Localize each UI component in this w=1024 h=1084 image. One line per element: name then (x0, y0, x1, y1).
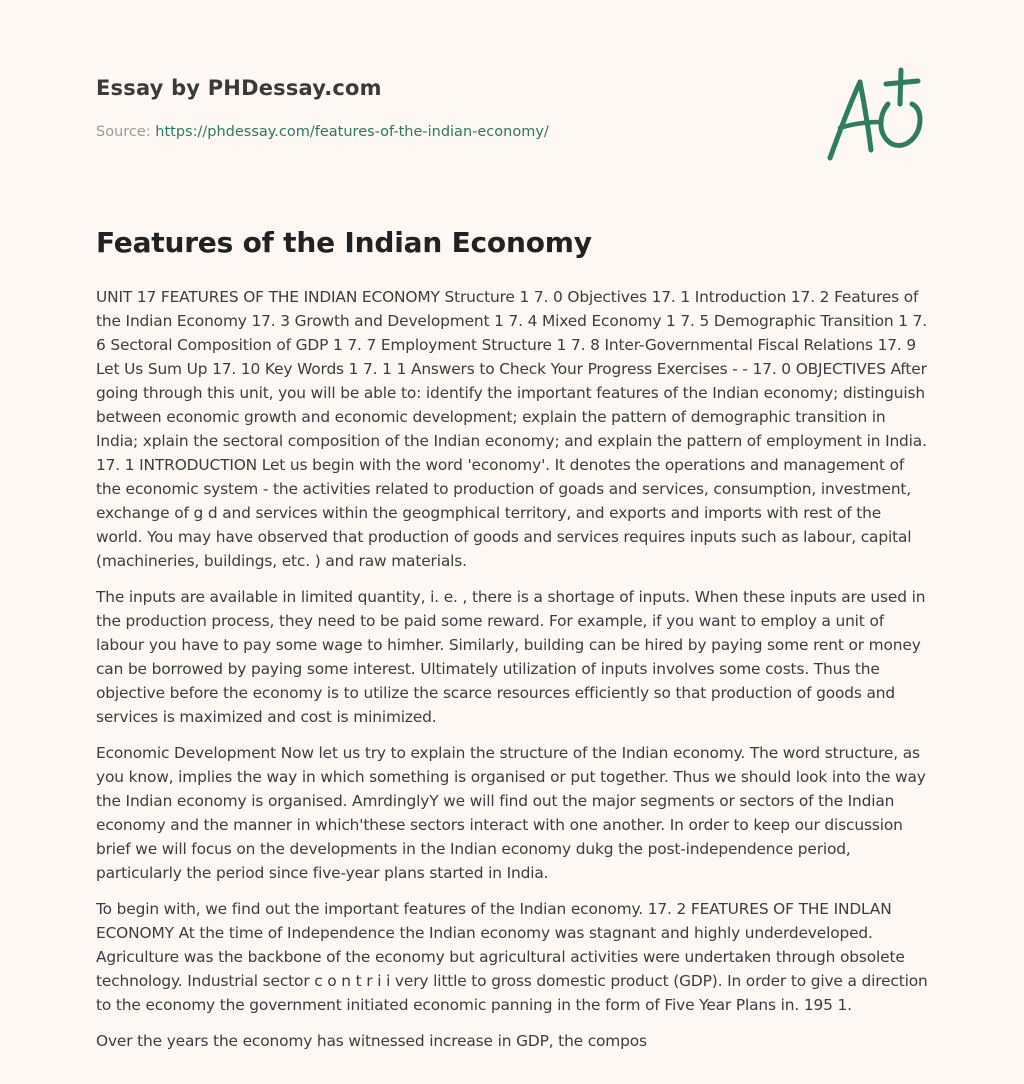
document-title: Features of the Indian Economy (96, 226, 592, 259)
a-plus-logo-icon (824, 64, 928, 168)
paragraph: UNIT 17 FEATURES OF THE INDIAN ECONOMY Structure 1 7. 0 Objectives 17. 1 Introduction 17. 2 Features of the Indian Economy 17. 3 Growth and Development 1 7. 4 Mixed Economy 1 7. 5 Demographic Transition 1 7. 6 Sectoral Composition of GDP 1 7. 7 Employment Structure 1 7. 8 Inter-Governmental Fiscal Relations 17. 9 Let Us Sum Up 17. 10 Key Words 1 7. 1 1 Answers to Check Your Progress Exercises - - 17. 0 OBJECTIVES After going through this unit, you will be able to: identify the important features of the Indian economy; distinguish between economic growth and economic development; explain the pattern of demographic transition in India; xplain the sectoral composition of the Indian economy; and explain the pattern of employment in India. 17. 1 INTRODUCTION Let us begin with the word 'economy'. It denotes the operations and management of the economic system - the activities related to production of goads and services, consumption, investment, exchange of g d and services within the geogmphical territory, and exports and imports with rest of the world. You may have observed that production of goods and services requires inputs such as labour, capital (machineries, buildings, etc. ) and raw materials. (96, 288, 927, 570)
source-label: Source: (96, 124, 156, 140)
paragraph: Over the years the economy has witnessed increase in GDP, the compos (96, 1032, 647, 1050)
essay-body (96, 285, 932, 1065)
site-title: Essay by PHDessay.com (96, 76, 382, 100)
paragraph: To begin with, we find out the important features of the Indian economy. 17. 2 FEATURES OF THE INDLAN ECONOMY At the time of Independence the Indian economy was stagnant and highly underdeveloped. Agriculture was the backbone of the economy but agricultural activities were undertaken through obsolete technology. Industrial sector c o n t r i i very little to gross domestic product (GDP). In order to give a direction to the economy the government initiated economic panning in the form of Five Year Plans in. 195 1. (96, 900, 928, 1014)
source-line (96, 124, 549, 140)
header (96, 0, 928, 180)
paragraph: The inputs are available in limited quantity, i. e. , there is a shortage of inputs. When these inputs are used in the production process, they need to be paid some reward. For example, if you want to employ a unit of labour you have to pay some wage to himher. Similarly, building can be hired by paying some rent or money can be borrowed by paying some interest. Ultimately utilization of inputs involves some costs. Thus the objective before the economy is to utilize the scarce resources efficiently so that production of goods and services is maximized and cost is minimized. (96, 588, 926, 726)
paragraph: Economic Development Now let us try to explain the structure of the Indian economy. The word structure, as you know, implies the way in which something is organised or put together. Thus we should look into the way the Indian economy is organised. AmrdinglyY we will find out the major segments or sectors of the Indian economy and the manner in which'these sectors interact with one another. In order to keep our discussion brief we will focus on the developments in the Indian economy dukg the post-independence period, particularly the period since five-year plans started in India. (96, 744, 926, 882)
source-link[interactable]: https://phdessay.com/features-of-the-indian-economy/ (155, 124, 549, 140)
